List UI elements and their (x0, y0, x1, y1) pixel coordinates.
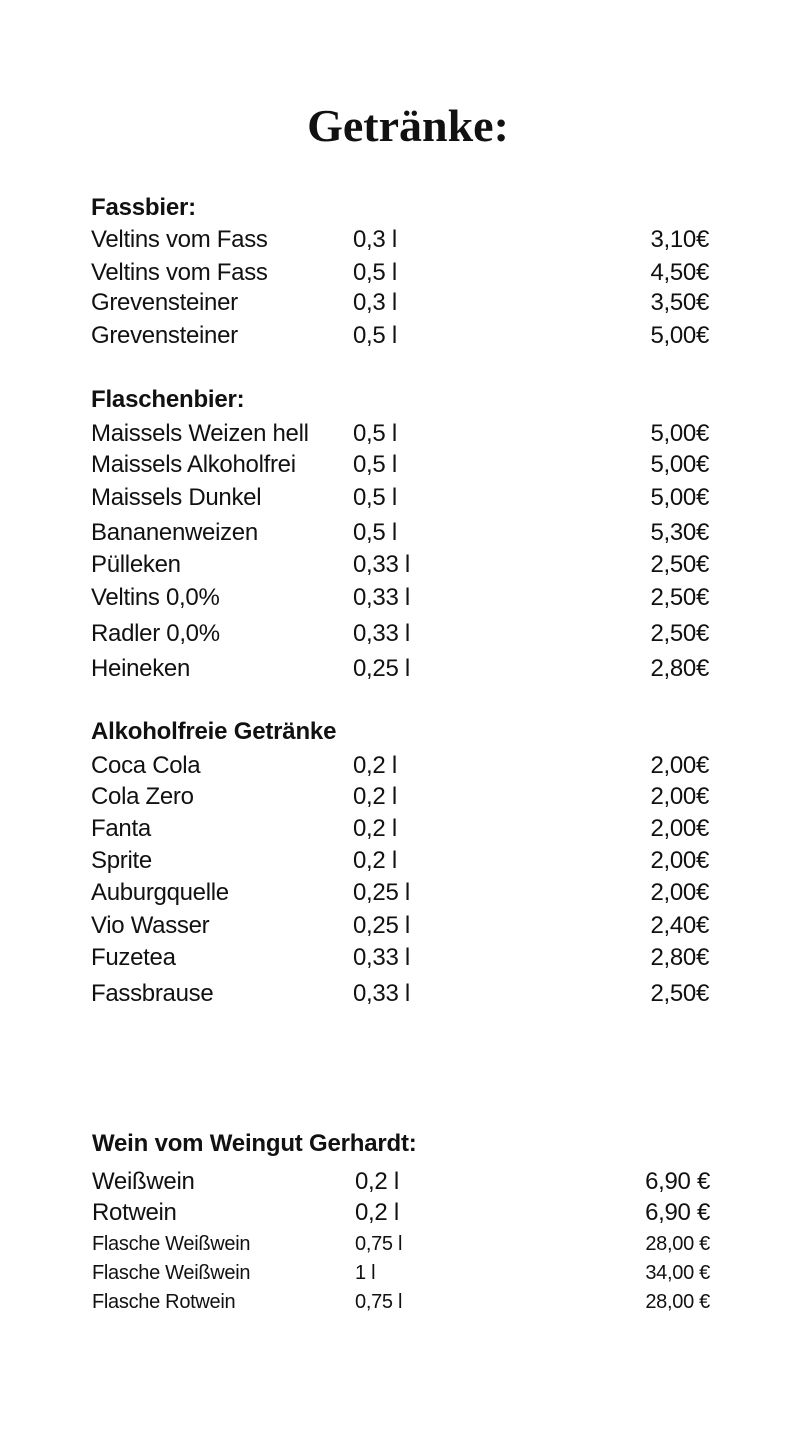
item-volume: 0,5 l (353, 484, 397, 511)
item-price: 2,40€ (650, 912, 709, 939)
menu-item (91, 943, 711, 973)
item-name: Grevensteiner (91, 322, 238, 349)
item-price: 6,90 € (645, 1168, 710, 1195)
item-name: Vio Wasser (91, 912, 210, 939)
item-price: 5,00€ (650, 322, 709, 349)
item-volume: 0,2 l (353, 752, 397, 779)
item-volume: 0,33 l (353, 584, 410, 611)
item-name: Cola Zero (91, 783, 194, 810)
item-price: 28,00 € (645, 1233, 710, 1255)
item-price: 28,00 € (645, 1291, 710, 1313)
item-volume: 0,75 l (355, 1291, 403, 1313)
item-price: 2,50€ (650, 551, 709, 578)
item-volume: 0,2 l (353, 815, 397, 842)
menu-item (91, 321, 711, 351)
section-heading-wein: Wein vom Weingut Gerhardt: (92, 1130, 417, 1157)
section-heading-alkoholfreie-getraenke: Alkoholfreie Getränke (91, 718, 337, 745)
item-price: 2,00€ (650, 752, 709, 779)
menu-item (91, 550, 711, 580)
item-price: 2,00€ (650, 815, 709, 842)
item-volume: 0,5 l (353, 451, 397, 478)
item-name: Fuzetea (91, 944, 176, 971)
menu-item (91, 419, 711, 449)
item-volume: 0,33 l (353, 944, 410, 971)
item-price: 2,50€ (650, 980, 709, 1007)
item-name: Grevensteiner (91, 289, 238, 316)
item-price: 2,80€ (650, 655, 709, 682)
item-name: Radler 0,0% (91, 620, 220, 647)
item-name: Maissels Weizen hell (91, 420, 309, 447)
item-name: Veltins 0,0% (91, 584, 220, 611)
item-volume: 0,25 l (353, 912, 410, 939)
item-price: 5,30€ (650, 519, 709, 546)
page-title: Getränke: (307, 100, 509, 151)
menu-item (91, 751, 711, 781)
item-volume: 0,3 l (353, 289, 397, 316)
item-price: 2,00€ (650, 783, 709, 810)
item-price: 2,50€ (650, 584, 709, 611)
item-name: Maissels Dunkel (91, 484, 262, 511)
menu-item (91, 878, 711, 908)
item-name: Veltins vom Fass (91, 259, 268, 286)
menu-item (91, 654, 711, 684)
item-name: Sprite (91, 847, 152, 874)
menu-item (91, 979, 711, 1009)
item-price: 5,00€ (650, 420, 709, 447)
item-name: Flasche Weißwein (92, 1233, 251, 1255)
item-name: Coca Cola (91, 752, 201, 779)
item-volume: 0,5 l (353, 259, 397, 286)
item-price: 4,50€ (650, 259, 709, 286)
item-volume: 0,2 l (355, 1199, 399, 1226)
menu-item (91, 225, 711, 255)
item-name: Bananenweizen (91, 519, 258, 546)
menu-item (92, 1229, 712, 1259)
menu-item (92, 1198, 712, 1228)
item-volume: 0,2 l (353, 847, 397, 874)
item-name: Auburgquelle (91, 879, 229, 906)
item-volume: 0,33 l (353, 980, 410, 1007)
item-volume: 0,25 l (353, 655, 410, 682)
item-volume: 1 l (355, 1262, 376, 1284)
item-volume: 0,33 l (353, 551, 410, 578)
section-heading-fassbier: Fassbier: (91, 194, 196, 221)
menu-item (91, 518, 711, 548)
item-price: 6,90 € (645, 1199, 710, 1226)
item-volume: 0,2 l (353, 783, 397, 810)
menu-item (91, 911, 711, 941)
item-price: 2,00€ (650, 879, 709, 906)
menu-item (92, 1167, 712, 1197)
menu-item (91, 450, 711, 480)
menu-item (92, 1287, 712, 1317)
item-name: Fanta (91, 815, 151, 842)
item-name: Fassbrause (91, 980, 214, 1007)
item-volume: 0,25 l (353, 879, 410, 906)
menu-item (91, 619, 711, 649)
item-name: Maissels Alkoholfrei (91, 451, 296, 478)
menu-item (91, 288, 711, 318)
item-volume: 0,3 l (353, 226, 397, 253)
item-price: 34,00 € (645, 1262, 710, 1284)
item-price: 2,00€ (650, 847, 709, 874)
item-volume: 0,33 l (353, 620, 410, 647)
item-name: Weißwein (92, 1168, 195, 1195)
item-volume: 0,5 l (353, 420, 397, 447)
item-volume: 0,2 l (355, 1168, 399, 1195)
item-price: 5,00€ (650, 451, 709, 478)
menu-item (91, 258, 711, 288)
item-name: Veltins vom Fass (91, 226, 268, 253)
menu-item (91, 782, 711, 812)
item-name: Heineken (91, 655, 191, 682)
item-name: Rotwein (92, 1199, 177, 1226)
item-price: 5,00€ (650, 484, 709, 511)
item-volume: 0,5 l (353, 322, 397, 349)
item-price: 2,80€ (650, 944, 709, 971)
item-price: 2,50€ (650, 620, 709, 647)
menu-item (92, 1258, 712, 1288)
item-name: Flasche Rotwein (92, 1291, 236, 1313)
menu-item (91, 846, 711, 876)
item-name: Pülleken (91, 551, 181, 578)
menu-item (91, 814, 711, 844)
item-price: 3,10€ (650, 226, 709, 253)
item-name: Flasche Weißwein (92, 1262, 251, 1284)
section-heading-flaschenbier: Flaschenbier: (91, 386, 245, 413)
menu-item (91, 483, 711, 513)
item-price: 3,50€ (650, 289, 709, 316)
item-volume: 0,5 l (353, 519, 397, 546)
item-volume: 0,75 l (355, 1233, 403, 1255)
menu-item (91, 583, 711, 613)
